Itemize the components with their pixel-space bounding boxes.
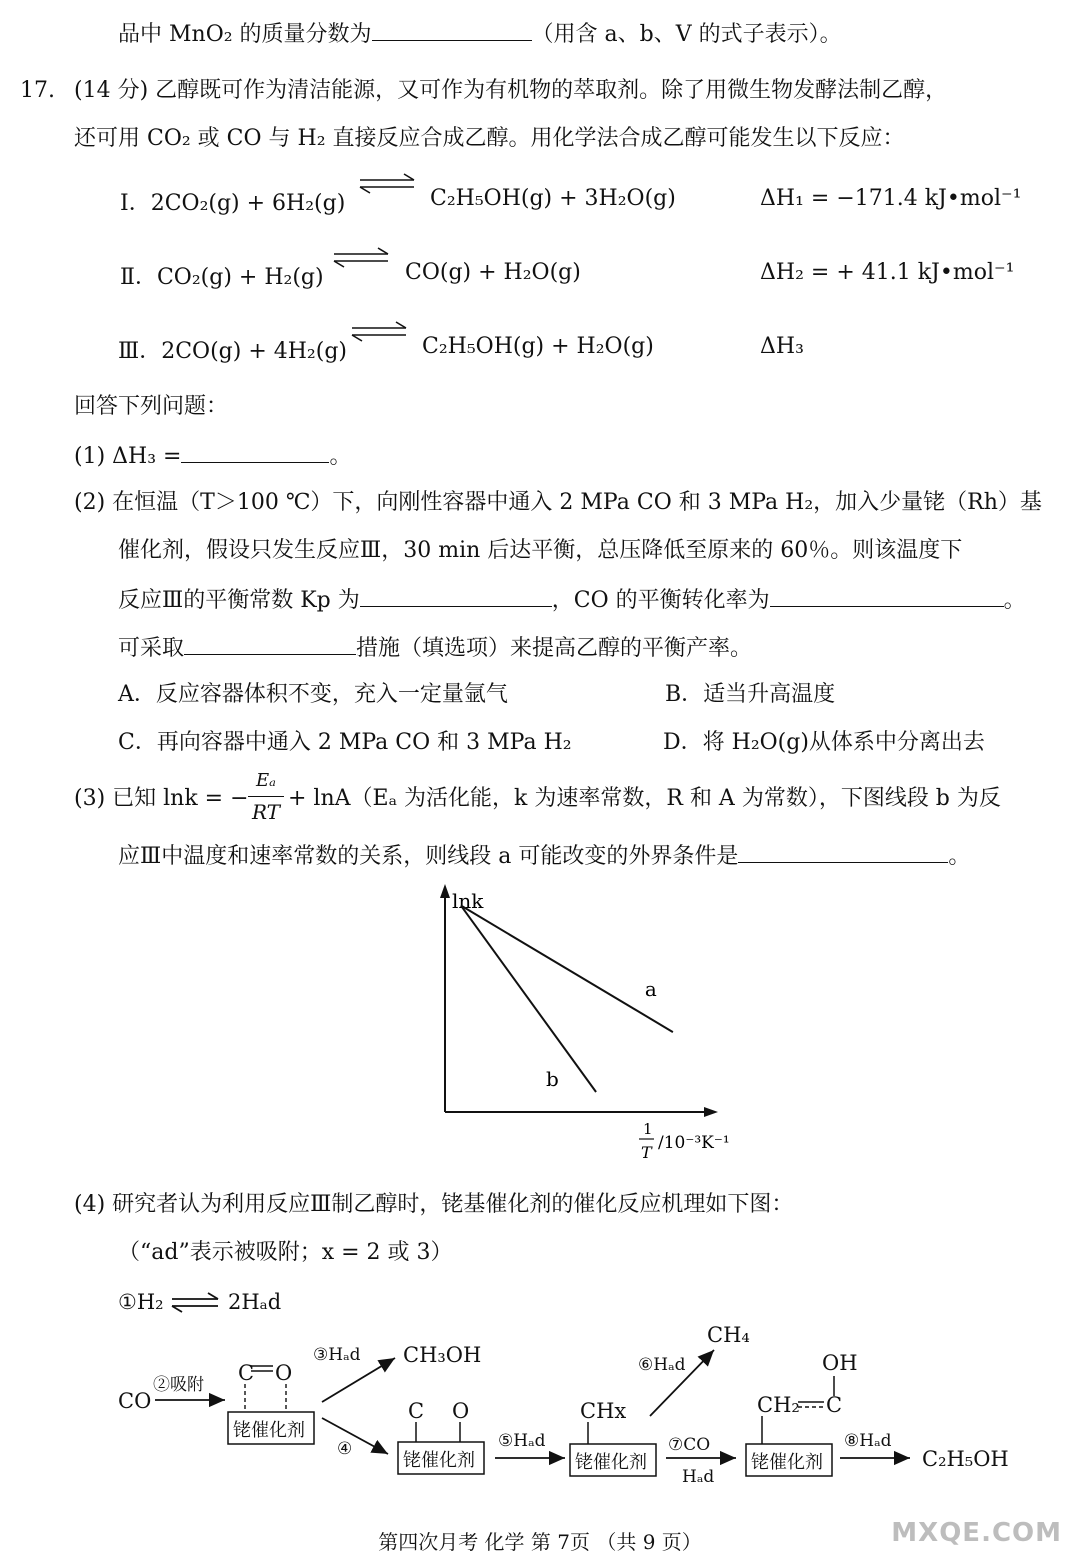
part-4-line-2: （“ad”表示被吸附；x = 2 或 3） — [118, 1240, 453, 1265]
ch2-group: CH₂ — [757, 1393, 800, 1417]
series-line-a — [461, 906, 673, 1033]
site-logo: MXQE.COM — [891, 1518, 1062, 1548]
answer-blank — [372, 18, 532, 41]
top-line-suffix: （用含 a、b、V 的式子表示）。 — [531, 22, 842, 47]
q17-intro-1: (14 分) 乙醇既可作为清洁能源，又可作为有机物的萃取剂。除了用微生物发酵法制乙醇， — [74, 78, 948, 103]
answer-blank — [184, 632, 356, 655]
c-group: C — [826, 1393, 843, 1417]
fraction-bar — [248, 796, 284, 797]
co-reactant: CO — [118, 1389, 152, 1413]
reaction-3-dh: ΔH₃ — [760, 334, 804, 359]
step-5-label: ⑤Hₐd — [498, 1431, 546, 1451]
reaction-1-dh: ΔH₁ = −171.4 kJ•mol⁻¹ — [760, 186, 1022, 211]
series-label-b: b — [546, 1067, 559, 1092]
adsorbed-o: O — [275, 1361, 293, 1385]
answer-blank — [360, 584, 552, 607]
c2h5oh-product: C₂H₅OH — [922, 1447, 1009, 1471]
reaction-3-products: C₂H₅OH(g) + H₂O(g) — [422, 334, 654, 359]
x-axis-arrow-icon — [704, 1107, 718, 1117]
step-1-h2: ①H₂ — [118, 1290, 164, 1314]
part-2-line-4: 可采取 措施（填选项）来提高乙醇的平衡产率。 — [118, 632, 752, 664]
step-7-label-bottom: Hₐd — [682, 1467, 715, 1487]
reaction-1: Ⅰ．2CO₂(g) + 6H₂(g) — [120, 191, 346, 216]
equilibrium-arrow-icon — [358, 172, 418, 194]
page-footer: 第四次月考 化学 第 7页 （共 9 页） — [378, 1530, 702, 1554]
series-label-a: a — [644, 977, 657, 1002]
reaction-2-products: CO(g) + H₂O(g) — [405, 260, 581, 285]
top-line — [118, 18, 842, 50]
q17-number: 17. — [20, 78, 55, 103]
reaction-2-dh: ΔH₂ = + 41.1 kJ•mol⁻¹ — [760, 260, 1015, 285]
part-4-line-1: (4) 研究者认为利用反应Ⅲ制乙醇时，铑基催化剂的催化反应机理如下图： — [74, 1192, 794, 1217]
equilibrium-arrow-icon — [332, 246, 392, 268]
part-3-line-2: 应Ⅲ中温度和速率常数的关系，则线段 a 可能改变的外界条件是 。 — [118, 840, 970, 872]
option-d: D．将 H₂O(g)从体系中分离出去 — [663, 730, 985, 755]
oh-group: OH — [822, 1351, 858, 1375]
x-axis-label-unit: /10⁻³K⁻¹ — [658, 1133, 730, 1153]
reaction-3: Ⅲ．2CO(g) + 4H₂(g) — [118, 339, 348, 364]
fraction-numerator: Eₐ — [256, 770, 276, 791]
y-axis-label: lnk — [452, 889, 484, 913]
adsorbed-c: C — [238, 1361, 255, 1385]
part-2-line-2: 催化剂，假设只发生反应Ⅲ，30 min 后达平衡，总压降低至原来的 60％。则该温度下 — [118, 538, 963, 563]
reaction-2: Ⅱ．CO₂(g) + H₂(g) — [120, 265, 324, 290]
part-3-line-1b: + lnA（Eₐ 为活化能，k 为速率常数，R 和 A 为常数），下图线段 b 为反 — [288, 786, 1001, 811]
answer-prompt: 回答下列问题： — [74, 394, 229, 419]
step-7-label-top: ⑦CO — [668, 1435, 711, 1455]
q17-intro-2: 还可用 CO₂ 或 CO 与 H₂ 直接反应合成乙醇。用化学法合成乙醇可能发生以下反应： — [74, 126, 905, 151]
top-line-prefix: 品中 MnO₂ 的质量分数为 — [118, 22, 372, 47]
catalyst-box-1: 铑催化剂 — [233, 1420, 305, 1441]
y-axis-arrow-icon — [440, 884, 450, 898]
chx-intermediate: CHx — [580, 1399, 627, 1423]
catalyst-box-3: 铑催化剂 — [575, 1452, 647, 1473]
equilibrium-arrow-icon — [350, 320, 410, 342]
series-line-b — [461, 906, 596, 1092]
dissociated-c: C — [408, 1399, 425, 1423]
answer-blank — [181, 440, 329, 463]
option-a: A．反应容器体积不变，充入一定量氩气 — [118, 682, 508, 707]
part-2-line-1: (2) 在恒温（T＞100 ℃）下，向刚性容器中通入 2 MPa CO 和 3 MPa H₂，加入少量铑（Rh）基 — [74, 490, 1042, 515]
x-axis-label-den: T — [641, 1143, 652, 1162]
step-2-label: ②吸附 — [153, 1375, 204, 1395]
answer-blank — [770, 584, 1004, 607]
rh-catalyst-mechanism-diagram — [110, 1320, 1050, 1520]
step-3-label: ③Hₐd — [313, 1345, 361, 1365]
dissociated-o: O — [452, 1399, 470, 1423]
step-4-label: ④ — [337, 1439, 353, 1459]
option-c: C．再向容器中通入 2 MPa CO 和 3 MPa H₂ — [118, 730, 572, 755]
part-3-line-1a: (3) 已知 lnk = − — [74, 786, 249, 811]
answer-blank — [738, 840, 948, 863]
catalyst-box-2: 铑催化剂 — [403, 1450, 475, 1471]
equilibrium-arrow-icon — [170, 1292, 222, 1314]
step-8-label: ⑧Hₐd — [844, 1431, 892, 1451]
part-1: (1) ΔH₃ = 。 — [74, 440, 352, 472]
x-axis-label-num: 1 — [643, 1120, 653, 1138]
ch3oh-product: CH₃OH — [403, 1343, 482, 1367]
ch4-product: CH₄ — [707, 1323, 750, 1347]
option-b: B．适当升高温度 — [665, 682, 836, 707]
reaction-1-products: C₂H₅OH(g) + 3H₂O(g) — [430, 186, 676, 211]
catalyst-box-4: 铑催化剂 — [751, 1452, 823, 1473]
lnk-vs-inverse-t-chart — [420, 880, 760, 1170]
part-2-line-3: 反应Ⅲ的平衡常数 Kp 为 ，CO 的平衡转化率为 。 — [118, 584, 1026, 616]
step-1-product: 2Hₐd — [228, 1290, 282, 1314]
step-6-label: ⑥Hₐd — [638, 1355, 686, 1375]
fraction-denominator: RT — [251, 800, 281, 824]
